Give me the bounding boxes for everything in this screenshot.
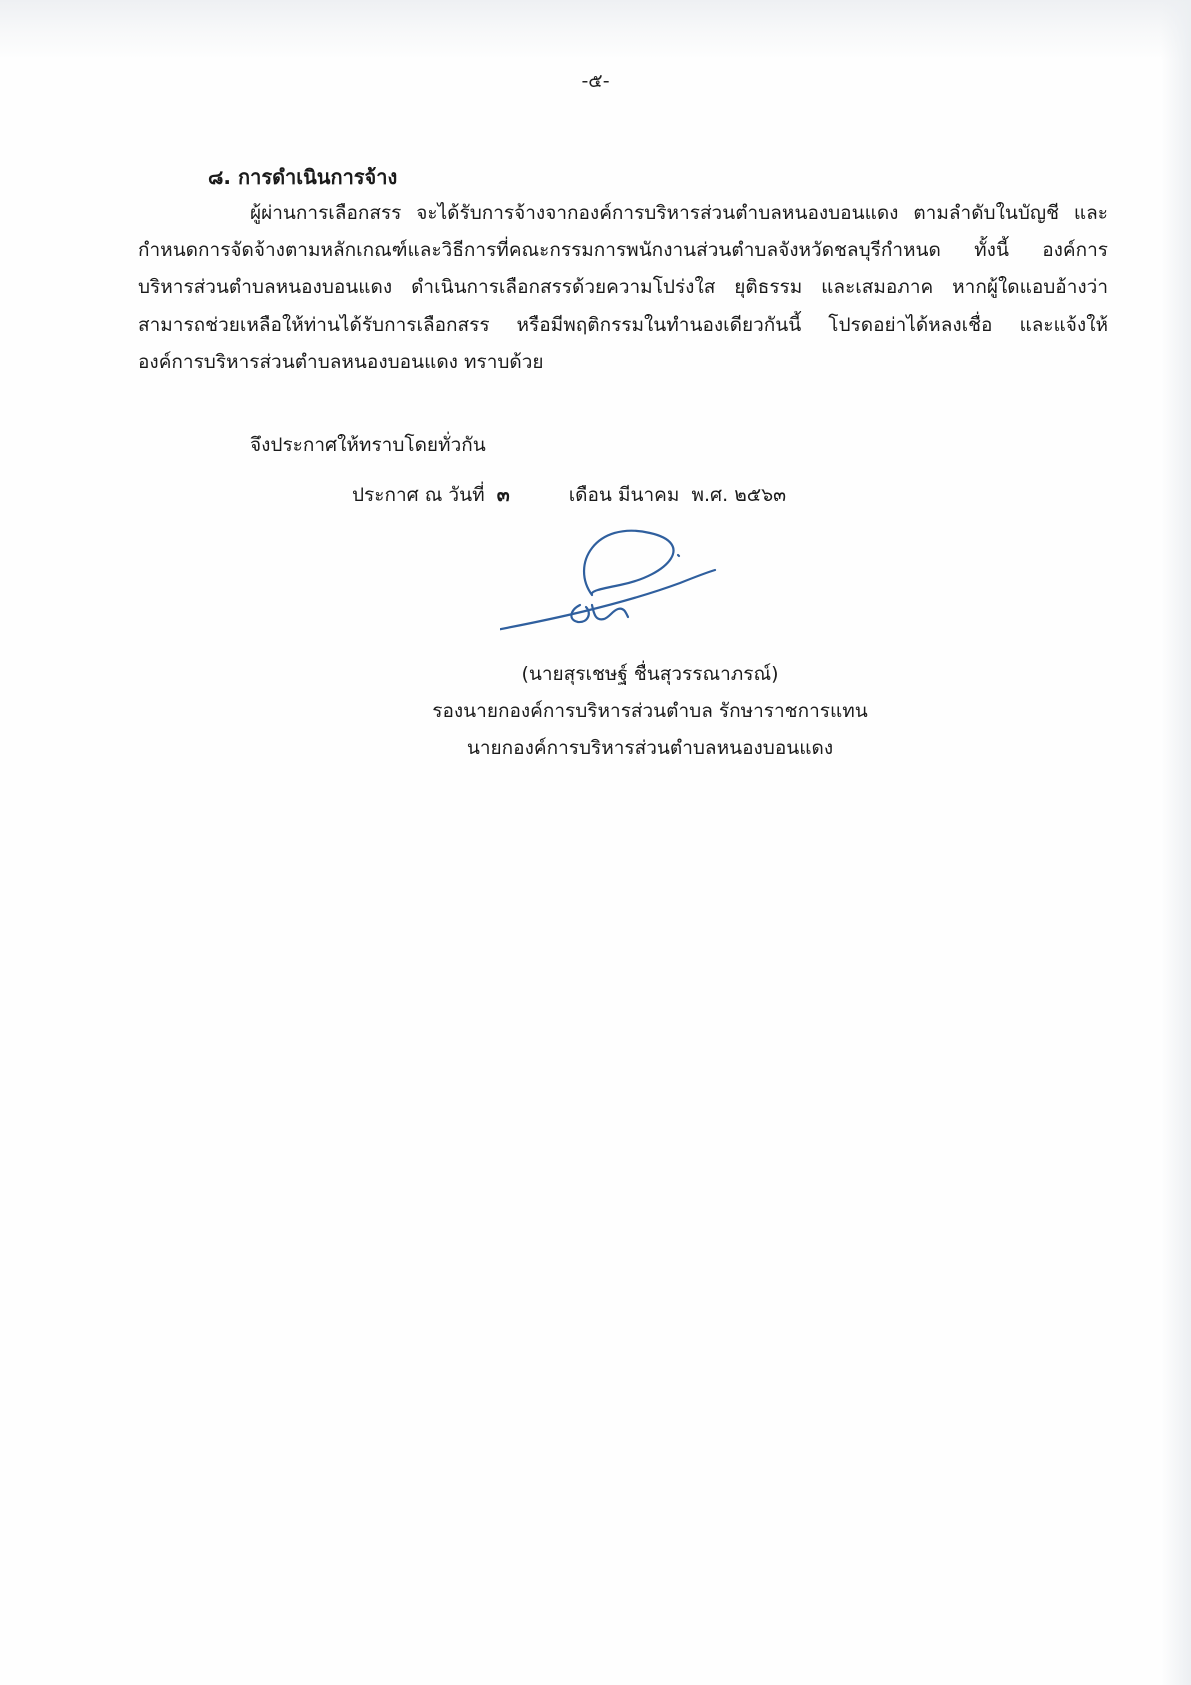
page-number: -๕- <box>581 70 610 92</box>
announcement-line: จึงประกาศให้ทราบโดยทั่วกัน <box>250 434 486 456</box>
signature-loop-stroke <box>584 531 673 595</box>
signature-dot <box>678 555 679 556</box>
date-month-label: เดือน <box>568 484 612 506</box>
signature-underline-stroke <box>500 570 715 633</box>
announcement-date <box>352 480 786 510</box>
date-prefix: ประกาศ ณ วันที่ <box>352 484 485 506</box>
section-heading: ๘. การดำเนินการจ้าง <box>208 165 398 189</box>
signatory-organization: นายกองค์การบริหารส่วนตำบลหนองบอนแดง <box>466 737 834 759</box>
date-year: ๒๕๖๓ <box>734 484 787 506</box>
signatory-position: รองนายกองค์การบริหารส่วนตำบล รักษาราชการแทน <box>432 700 868 722</box>
date-day: ๓ <box>496 484 510 506</box>
scan-shadow-top <box>0 0 1191 60</box>
employment-paragraph: ผู้ผ่านการเลือกสรร จะได้รับการจ้างจากองค์การบริหารส่วนตำบลหนองบอนแดง ตามลำดับในบัญชี และกำหนดการจัดจ้างตามหลักเกณฑ์และวิธีการที่คณะกรรมการพนักงานส่วนตำบลจังหวัดชลบุรีกำหนด ทั้งนี้ องค์การบริหารส่วนตำบลหนองบอนแดง ดำเนินการเลือกสรรด้วยความโปร่งใส ยุติธรรม และเสมอภาค หากผู้ใดแอบอ้างว่าสามารถช่วยเหลือให้ท่านได้รับการเลือกสรร หรือมีพฤติกรรมในทำนองเดียวกันนี้ โปรดอย่าได้หลงเชื่อ และแจ้งให้องค์การบริหารส่วนตำบลหนองบอนแดง ทราบด้วย <box>138 202 1108 373</box>
signatory-name: (นายสุรเชษฐ์ ชื่นสุวรรณาภรณ์) <box>521 663 779 685</box>
date-year-label: พ.ศ. <box>691 484 729 506</box>
handwritten-signature <box>500 525 800 665</box>
date-month: มีนาคม <box>617 484 680 506</box>
scan-shadow-right <box>1161 0 1191 1685</box>
